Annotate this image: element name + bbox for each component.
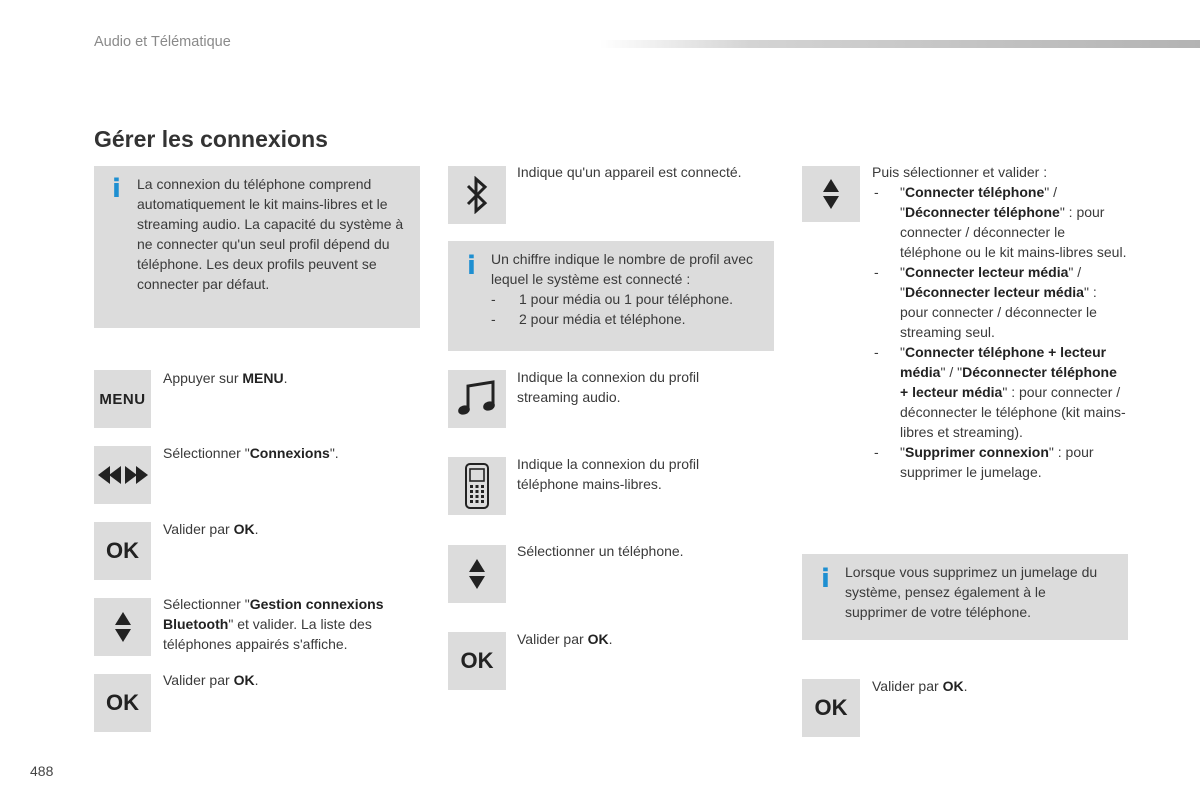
info-box-profile-count (448, 241, 774, 351)
music-key (448, 370, 506, 428)
menu-key (94, 370, 151, 428)
step-ok-text-2: Valider par OK. (163, 672, 259, 688)
info-box-connection (94, 166, 420, 328)
mobile-phone-icon (464, 462, 490, 510)
info-icon: i (467, 251, 476, 281)
step-gestion-text: Sélectionner "Gestion connexions Bluetooth" et valider. La liste des téléphones appairés s'affiche. (163, 596, 384, 652)
step-ok-text-4: Valider par OK. (872, 678, 968, 694)
list-item: - "Connecter téléphone + lecteur média" / "Déconnecter téléphone + lecteur média" : pour connecter / déconnecter le téléphone (kit mains-libres et streaming). (872, 342, 1127, 442)
page-title: Gérer les connexions (94, 126, 328, 152)
streaming-text: Indique la connexion du profil streaming audio. (517, 369, 700, 405)
list-item: - "Supprimer connexion" : pour supprimer le jumelage. (872, 442, 1127, 482)
page-number: 488 (30, 763, 54, 779)
header-rule (600, 40, 1200, 48)
ok-key-4: OK (802, 679, 860, 737)
info-text-profile: Un chiffre indique le nombre de profil avec lequel le système est connecté : - 1 pour média ou 1 pour téléphone. - 2 pour média et téléphone. (491, 249, 766, 329)
info-icon: i (112, 174, 121, 204)
list-item: - "Connecter lecteur média" / "Déconnecter lecteur média" : pour connecter / déconnecter le streaming seul. (872, 262, 1127, 342)
up-down-arrows-icon (823, 179, 839, 209)
section-header: Audio et Télématique (94, 34, 231, 50)
ok-key-1: OK (94, 522, 151, 580)
ok-key-3: OK (448, 632, 506, 690)
bluetooth-icon (465, 176, 489, 214)
list-item: - 1 pour média ou 1 pour téléphone. (491, 289, 766, 309)
info-icon: i (821, 564, 830, 594)
bluetooth-key (448, 166, 506, 224)
step-ok-text-1: Valider par OK. (163, 521, 259, 537)
up-down-arrows-icon (469, 559, 485, 589)
bluetooth-text: Indique qu'un appareil est connecté. (517, 164, 742, 180)
up-down-arrows-icon (115, 612, 131, 642)
step-ok-text-3: Valider par OK. (517, 631, 613, 647)
phone-text: Indique la connexion du profil téléphone mains-libres. (517, 456, 700, 492)
info-text: La connexion du téléphone comprend automatiquement le kit mains-libres et le streaming audio. La capacité du système à ne connecter qu'un seul profil dépend du téléphone. Les deux profils peuvent se connecter par défaut. (137, 176, 404, 292)
menu-key-label: MENU (99, 390, 146, 408)
step-connexions-text: Sélectionner "Connexions". (163, 445, 339, 461)
ok-key-2: OK (94, 674, 151, 732)
options-intro: Puis sélectionner et valider : (872, 164, 1048, 180)
step-menu-text: Appuyer sur MENU. (163, 370, 288, 386)
prev-next-key (94, 446, 151, 504)
prev-next-icon (96, 465, 150, 485)
phone-key (448, 457, 506, 515)
music-note-icon (456, 379, 498, 419)
list-item: - 2 pour média et téléphone. (491, 309, 766, 329)
info-text-delete: Lorsque vous supprimez un jumelage du système, pensez également à le supprimer de votre téléphone. (845, 564, 1098, 620)
info-box-delete (802, 554, 1128, 640)
select-phone-text: Sélectionner un téléphone. (517, 543, 684, 559)
up-down-key-3 (802, 166, 860, 222)
up-down-key-1 (94, 598, 151, 656)
options-block (872, 162, 1127, 482)
up-down-key-2 (448, 545, 506, 603)
list-item: - "Connecter téléphone" / "Déconnecter téléphone" : pour connecter / déconnecter le téléphone ou le kit mains-libres seul. (872, 182, 1127, 262)
